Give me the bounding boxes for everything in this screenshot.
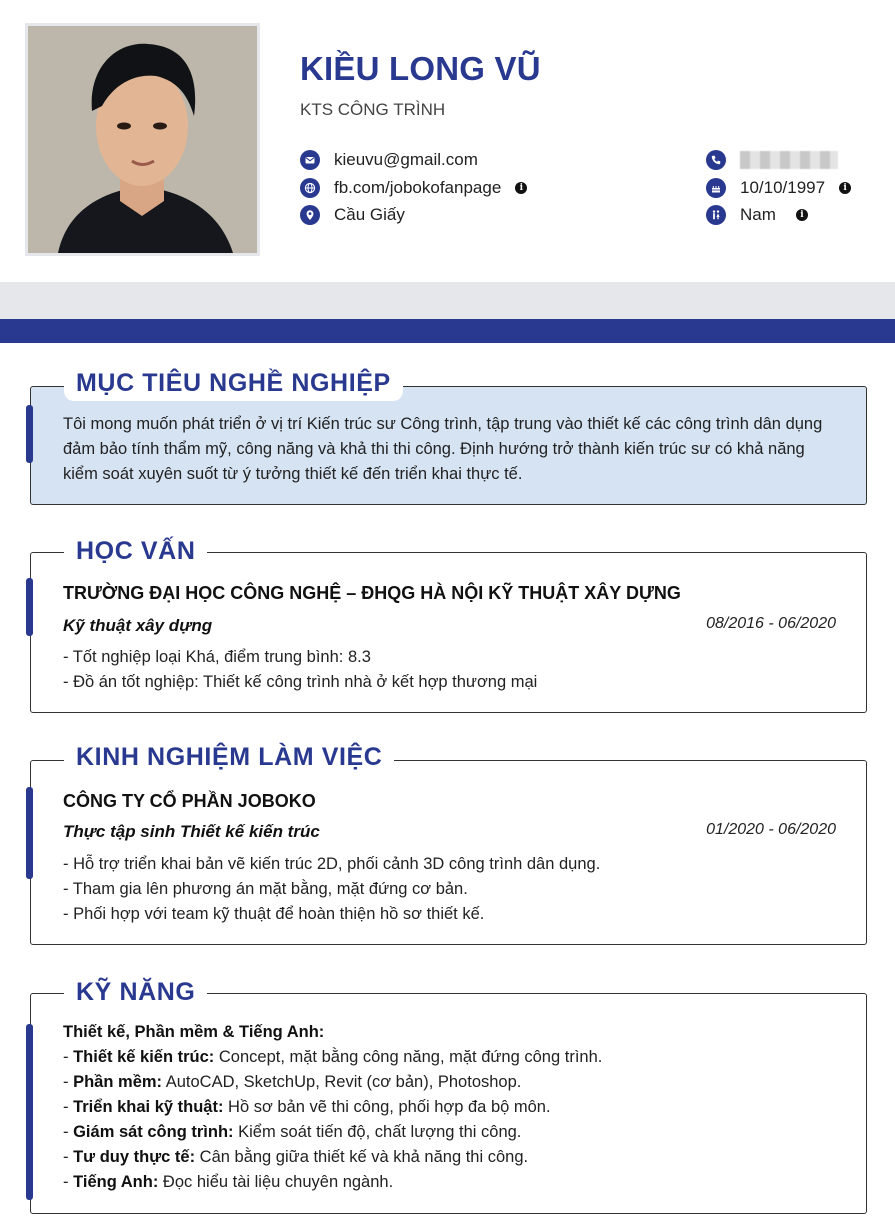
list-item: - Tham gia lên phương án mặt bằng, mặt đứng cơ bản. — [63, 880, 468, 898]
phone-row — [706, 149, 838, 171]
globe-icon — [300, 178, 320, 198]
skills-heading: Thiết kế, Phần mềm & Tiếng Anh: — [63, 1023, 325, 1041]
info-icon-glyph: i — [843, 182, 847, 193]
section-accent-bar — [26, 1024, 33, 1200]
major-name: Kỹ thuật xây dựng — [63, 616, 213, 635]
list-dash: - — [63, 1048, 74, 1066]
experience-details — [63, 852, 600, 927]
skills-section — [30, 978, 867, 1214]
career-goal-section — [30, 369, 867, 505]
list-item — [63, 1045, 602, 1070]
education-section — [30, 537, 867, 713]
list-dash: - — [63, 1123, 74, 1141]
career-goal-line: đảm bảo tính thẩm mỹ, công năng và khả thi thi công. Định hướng trở thành kiến trúc sư có khả năng — [63, 440, 805, 458]
experience-title: KINH NGHIỆM LÀM VIỆC — [64, 739, 394, 775]
candidate-job-title: KTS CÔNG TRÌNH — [300, 100, 446, 119]
candidate-name: KIỀU LONG VŨ — [300, 50, 541, 87]
info-icon[interactable] — [839, 182, 851, 194]
skills-details — [63, 1020, 602, 1195]
list-item — [63, 1145, 602, 1170]
avatar-photo — [25, 23, 260, 256]
position-name: Thực tập sinh Thiết kế kiến trúc — [63, 822, 320, 841]
phone-icon — [706, 150, 726, 170]
skill-text: AutoCAD, SketchUp, Revit (cơ bản), Photoshop. — [162, 1073, 522, 1091]
list-dash: - — [63, 1173, 74, 1191]
skill-label: Thiết kế kiến trúc: — [73, 1048, 215, 1066]
skill-text: Kiểm soát tiến độ, chất lượng thi công. — [233, 1123, 522, 1141]
section-accent-bar — [26, 787, 33, 879]
list-dash: - — [63, 1073, 74, 1091]
info-icon-glyph: i — [519, 182, 523, 193]
education-period: 08/2016 - 06/2020 — [706, 615, 836, 632]
list-item: - Hỗ trợ triển khai bản vẽ kiến trúc 2D, phối cảnh 3D công trình dân dụng. — [63, 855, 601, 873]
list-item — [63, 1070, 602, 1095]
skills-title: KỸ NĂNG — [64, 974, 207, 1010]
career-goal-text — [63, 412, 822, 487]
list-dash: - — [63, 1098, 74, 1116]
career-goal-line: Tôi mong muốn phát triển ở vị trí Kiến trúc sư Công trình, tập trung vào thiết kế các công trình dân dụng — [63, 415, 823, 433]
skill-text: Concept, mặt bằng công năng, mặt đứng công trình. — [214, 1048, 603, 1066]
gender-row — [706, 204, 808, 226]
birthday-text: 10/10/1997 — [740, 178, 826, 197]
website-text[interactable]: fb.com/jobokofanpage — [334, 178, 502, 197]
list-item: - Phối hợp với team kỹ thuật để hoàn thiện hồ sơ thiết kế. — [63, 905, 485, 923]
cv-header — [0, 0, 895, 282]
email-text[interactable]: kieuvu@gmail.com — [334, 150, 478, 169]
address-text: Cầu Giấy — [334, 205, 405, 224]
skill-text: Đọc hiểu tài liệu chuyên ngành. — [158, 1173, 394, 1191]
list-item — [63, 1170, 602, 1195]
section-accent-bar — [26, 578, 33, 636]
list-item — [63, 1120, 602, 1145]
email-row — [300, 149, 478, 171]
skill-label: Triển khai kỹ thuật: — [73, 1098, 224, 1116]
skill-label: Tiếng Anh: — [73, 1173, 159, 1191]
map-pin-icon — [300, 205, 320, 225]
info-icon[interactable] — [796, 209, 808, 221]
experience-section — [30, 743, 867, 945]
birthday-row — [706, 177, 851, 199]
website-row — [300, 177, 527, 199]
address-row — [300, 204, 405, 226]
education-title: HỌC VẤN — [64, 533, 207, 569]
header-divider-gray — [0, 282, 895, 319]
list-item: - Tốt nghiệp loại Khá, điểm trung bình: 8.3 — [63, 648, 371, 666]
avatar-illustration — [28, 26, 257, 253]
section-accent-bar — [26, 405, 33, 463]
envelope-icon — [300, 150, 320, 170]
skill-label: Tư duy thực tế: — [73, 1148, 196, 1166]
experience-period: 01/2020 - 06/2020 — [706, 821, 836, 838]
career-goal-line: kiểm soát xuyên suốt từ ý tưởng thiết kế đến triển khai thực tế. — [63, 465, 523, 483]
phone-redacted — [740, 151, 838, 169]
gender-text: Nam — [740, 205, 776, 224]
skill-label: Phần mềm: — [73, 1073, 163, 1091]
gender-icon — [706, 205, 726, 225]
list-item — [63, 1095, 602, 1120]
skill-label: Giám sát công trình: — [73, 1123, 234, 1141]
career-goal-title: MỤC TIÊU NGHỀ NGHIỆP — [64, 365, 403, 401]
education-details — [63, 645, 537, 695]
header-divider-blue — [0, 319, 895, 343]
list-dash: - — [63, 1148, 74, 1166]
info-icon[interactable] — [515, 182, 527, 194]
list-item: - Đồ án tốt nghiệp: Thiết kế công trình nhà ở kết hợp thương mại — [63, 673, 538, 691]
skill-text: Hồ sơ bản vẽ thi công, phối hợp đa bộ môn. — [223, 1098, 551, 1116]
skill-text: Cân bằng giữa thiết kế và khả năng thi công. — [195, 1148, 529, 1166]
company-name: CÔNG TY CỔ PHẦN JOBOKO — [63, 791, 316, 811]
cake-icon — [706, 178, 726, 198]
info-icon-glyph: i — [800, 209, 804, 220]
school-name: TRƯỜNG ĐẠI HỌC CÔNG NGHỆ – ĐHQG HÀ NỘI KỸ THUẬT XÂY DỰNG — [63, 583, 681, 603]
